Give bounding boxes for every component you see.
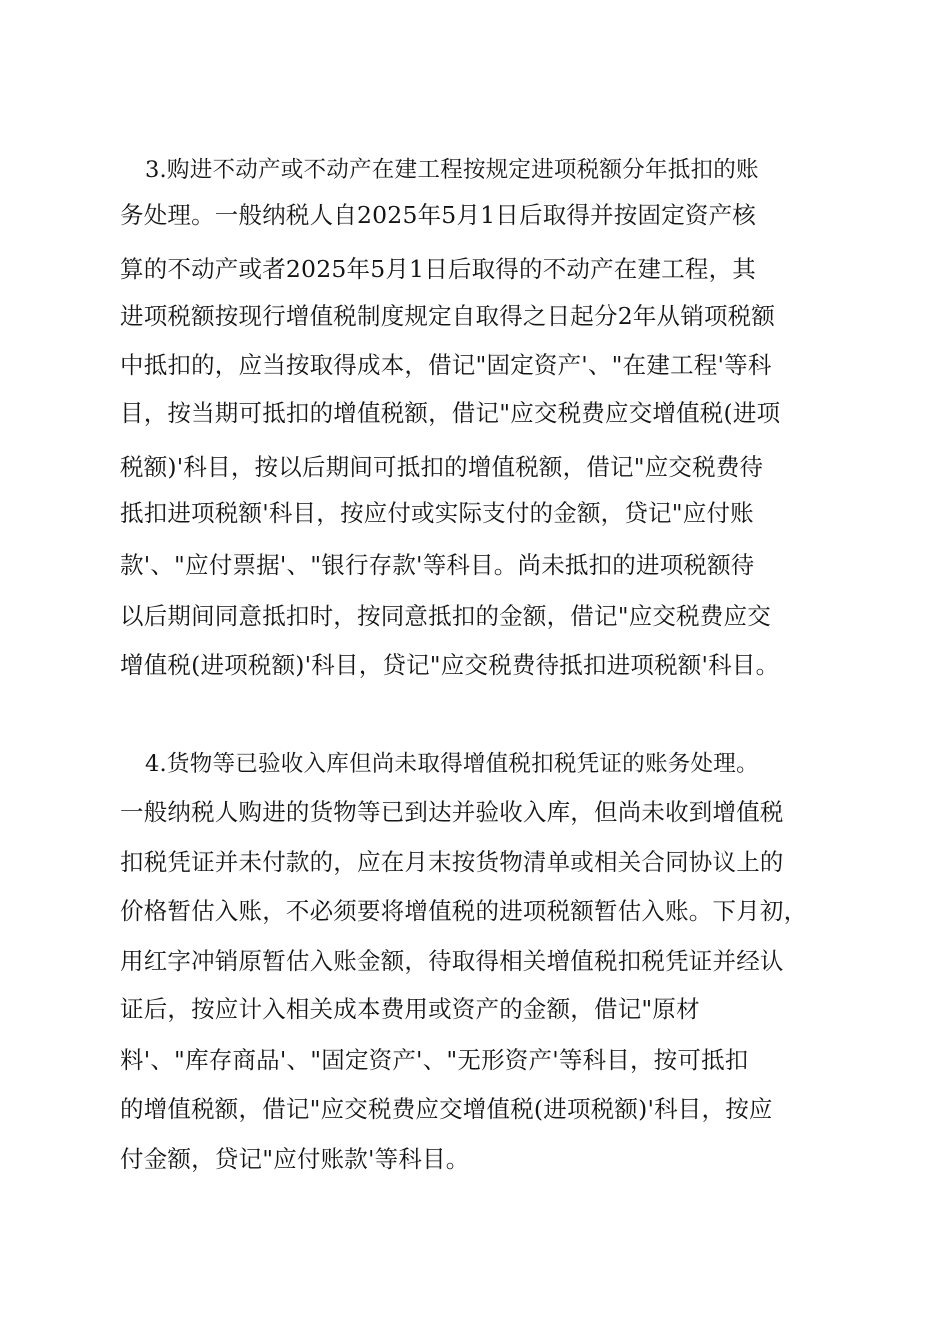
text-line: 4.货物等已验收入库但尚未取得增值税扣税凭证的账务处理。 [145,751,759,777]
text-line: 一般纳税人购进的货物等已到达并验收入库，但尚未收到增值税 [120,798,784,826]
text-line: 付金额，贷记"应付账款'等科目。 [120,1145,470,1173]
text-line: 目，按当期可抵扣的增值税额，借记"应交税费应交增值税(进项 [120,399,781,427]
text-line: 抵扣进项税额'科目，按应付或实际支付的金额，贷记"应付账 [120,499,754,527]
text-line: 增值税(进项税额)'科目，贷记"应交税费待抵扣进项税额'科目。 [120,651,780,679]
text-line: 扣税凭证并未付款的，应在月末按货物清单或相关合同协议上的 [120,848,784,876]
text-line: 以后期间同意抵扣时，按同意抵扣的金额，借记"应交税费应交 [120,602,771,630]
text-line: 证后，按应计入相关成本费用或资产的金额，借记"原材 [120,995,700,1023]
text-line: 税额)'科目，按以后期间可抵扣的增值税额，借记"应交税费待 [120,453,764,481]
text-line: 款'、"应付票据'、"银行存款'等科目。尚未抵扣的进项税额待 [120,551,755,579]
text-line: 3.购进不动产或不动产在建工程按规定进项税额分年抵扣的账 [145,157,759,183]
text-line: 务处理。一般纳税人自2025年5月1日后取得并按固定资产核 [120,201,757,229]
text-line: 料'、"库存商品'、"固定资产'、"无形资产'等科目，按可抵扣 [120,1046,749,1074]
text-line: 中抵扣的，应当按取得成本，借记"固定资产'、"在建工程'等科 [120,351,772,379]
text-line: 价格暂估入账，不必须要将增值税的进项税额暂估入账。下月初， [120,897,808,925]
text-line: 进项税额按现行增值税制度规定自取得之日起分2年从销项税额 [120,302,776,330]
text-line: 算的不动产或者2025年5月1日后取得的不动产在建工程，其 [120,255,757,283]
text-line: 用红字冲销原暂估入账金额，待取得相关增值税扣税凭证并经认 [120,947,784,975]
text-line: 的增值税额，借记"应交税费应交增值税(进项税额)'科目，按应 [120,1095,773,1123]
